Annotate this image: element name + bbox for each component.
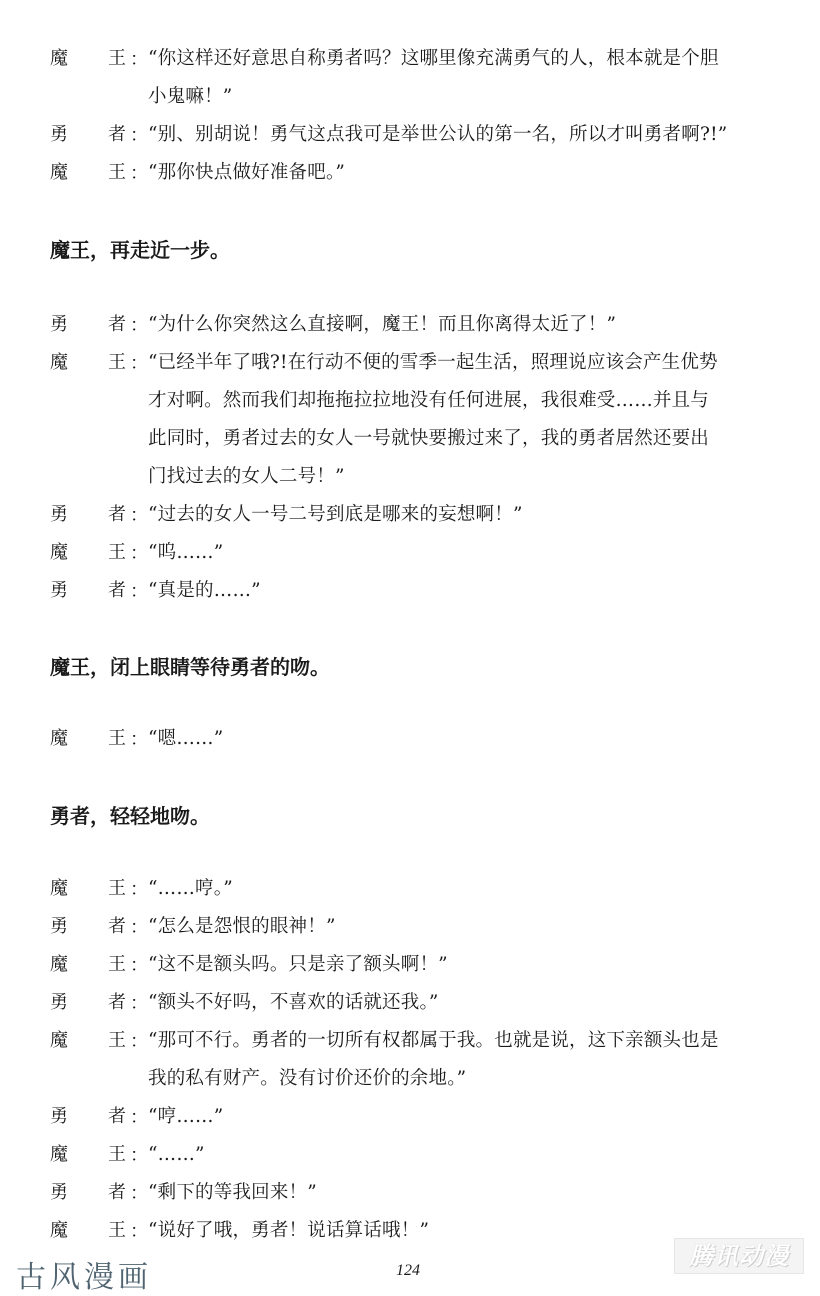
dialogue-line xyxy=(50,154,780,192)
dialogue-line xyxy=(50,908,780,946)
dialogue-line xyxy=(50,1174,780,1212)
dialogue-line xyxy=(50,572,780,610)
dialogue-text: 我的私有财产。没有讨价还价的余地。” xyxy=(148,1068,467,1089)
dialogue-line xyxy=(50,870,780,908)
speaker-label: 魔 王 ： xyxy=(50,728,148,749)
dialogue-line xyxy=(50,720,780,758)
dialogue-line-continuation xyxy=(50,382,780,420)
dialogue-line xyxy=(50,1136,780,1174)
dialogue-line xyxy=(50,1022,780,1060)
dialogue-line xyxy=(50,496,780,534)
speaker-label: 勇 者 ： xyxy=(50,580,148,601)
watermark-left: 古风漫画 xyxy=(16,1260,152,1295)
dialogue-text: “……哼。” xyxy=(148,878,233,899)
speaker-label: 魔 王 ： xyxy=(50,878,148,899)
speaker-label: 勇 者 ： xyxy=(50,504,148,525)
dialogue-line xyxy=(50,344,780,382)
dialogue-text: 门找过去的女人二号！” xyxy=(148,466,345,487)
dialogue-line xyxy=(50,1212,780,1250)
dialogue-text: “哼……” xyxy=(148,1106,224,1127)
dialogue-line xyxy=(50,534,780,572)
dialogue-text: “怎么是怨恨的眼神！” xyxy=(148,916,336,937)
dialogue-block-2 xyxy=(50,306,780,610)
dialogue-line-continuation xyxy=(50,1060,780,1098)
dialogue-text: “别、别胡说！勇气这点我可是举世公认的第一名，所以才叫勇者啊?!” xyxy=(148,124,728,145)
speaker-label: 勇 者 ： xyxy=(50,1106,148,1127)
dialogue-text: “呜……” xyxy=(148,542,224,563)
speaker-label: 勇 者 ： xyxy=(50,916,148,937)
speaker-label: 勇 者 ： xyxy=(50,1182,148,1203)
dialogue-text: “嗯……” xyxy=(148,728,224,749)
speaker-label: 魔 王 ： xyxy=(50,162,148,183)
dialogue-line xyxy=(50,1098,780,1136)
dialogue-text: “这不是额头吗。只是亲了额头啊！” xyxy=(148,954,448,975)
dialogue-text: “为什么你突然这么直接啊，魔王！而且你离得太近了！” xyxy=(148,314,617,335)
dialogue-text: “真是的……” xyxy=(148,580,261,601)
dialogue-text: 此同时，勇者过去的女人一号就快要搬过来了，我的勇者居然还要出 xyxy=(148,428,710,449)
dialogue-text: “那可不行。勇者的一切所有权都属于我。也就是说，这下亲额头也是 xyxy=(148,1030,719,1051)
dialogue-block-3 xyxy=(50,720,780,758)
dialogue-text: 才对啊。然而我们却拖拖拉拉地没有任何进展，我很难受……并且与 xyxy=(148,390,710,411)
speaker-label: 魔 王 ： xyxy=(50,542,148,563)
dialogue-line-continuation xyxy=(50,78,780,116)
dialogue-line-continuation xyxy=(50,420,780,458)
section-heading: 勇者，轻轻地吻。 xyxy=(50,804,210,828)
speaker-label: 魔 王 ： xyxy=(50,1030,148,1051)
dialogue-line-continuation xyxy=(50,458,780,496)
section-heading: 魔王，再走近一步。 xyxy=(50,238,230,262)
dialogue-text: “你这样还好意思自称勇者吗？这哪里像充满勇气的人，根本就是个胆 xyxy=(148,48,719,69)
dialogue-line xyxy=(50,116,780,154)
dialogue-block-1 xyxy=(50,40,780,192)
section-heading: 魔王，闭上眼睛等待勇者的吻。 xyxy=(50,655,330,679)
dialogue-text: “额头不好吗，不喜欢的话就还我。” xyxy=(148,992,439,1013)
speaker-label: 魔 王 ： xyxy=(50,1220,148,1241)
dialogue-text: “说好了哦，勇者！说话算话哦！” xyxy=(148,1220,430,1241)
dialogue-text: “过去的女人一号二号到底是哪来的妄想啊！” xyxy=(148,504,523,525)
dialogue-line xyxy=(50,984,780,1022)
speaker-label: 魔 王 ： xyxy=(50,352,148,373)
speaker-label: 魔 王 ： xyxy=(50,954,148,975)
dialogue-line xyxy=(50,40,780,78)
speaker-label: 勇 者 ： xyxy=(50,124,148,145)
speaker-label: 勇 者 ： xyxy=(50,314,148,335)
speaker-label: 魔 王 ： xyxy=(50,1144,148,1165)
dialogue-text: “那你快点做好准备吧。” xyxy=(148,162,346,183)
dialogue-text: 小鬼嘛！” xyxy=(148,86,233,107)
dialogue-text: “剩下的等我回来！” xyxy=(148,1182,317,1203)
page-number: 124 xyxy=(396,1262,420,1279)
dialogue-block-4 xyxy=(50,870,780,1250)
speaker-label: 勇 者 ： xyxy=(50,992,148,1013)
watermark-right: 腾讯动漫 xyxy=(674,1238,804,1274)
dialogue-text: “……” xyxy=(148,1144,205,1165)
dialogue-line xyxy=(50,946,780,984)
dialogue-text: “已经半年了哦?!在行动不便的雪季一起生活，照理说应该会产生优势 xyxy=(148,352,718,373)
speaker-label: 魔 王 ： xyxy=(50,48,148,69)
dialogue-line xyxy=(50,306,780,344)
